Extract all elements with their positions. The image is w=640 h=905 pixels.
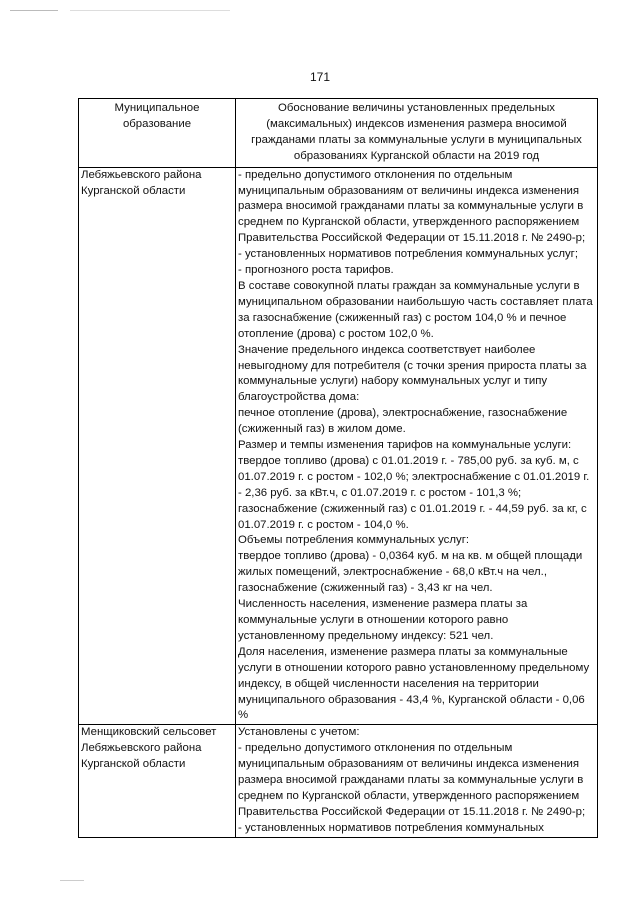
scan-artifact-line [10,10,58,11]
table-row [79,725,598,837]
paragraph: - предельно допустимого отклонения по отдельным муниципальным образованиям от величины индекса изменения размера вносимой гражданами платы за коммунальные услуги в среднем по Курганской области, утвержденного распоряжением Правительства Российской Федерации от 15.11.2018 г. № 2490-р; [238,168,586,245]
header-municipality: Муниципальное образование [79,99,236,168]
paragraph: - установленных нормативов потребления коммунальных [238,821,544,834]
paragraph: - предельно допустимого отклонения по отдельным муниципальным образованиям от величины индекса изменения размера вносимой гражданами платы за коммунальные услуги в среднем по Курганской области, утвержденного распоряжением Правительства Российской Федерации от 15.11.2018 г. № 2490-р; [238,742,586,818]
paragraph: печное отопление (дрова), электроснабжение, газоснабжение (сжиженный газ) в жилом доме. [238,407,568,436]
paragraph: Установлены с учетом: [238,726,360,739]
table-row [79,167,598,725]
scan-artifact-line [70,10,230,11]
paragraph: - прогнозного роста тарифов. [238,264,394,277]
municipality-cell: Лебяжьевского района Курганской области [79,167,236,725]
paragraph: Численность населения, изменение размера платы за коммунальные услуги в отношении которого равно установленному предельному индексу: 521 чел. [238,598,528,642]
paragraph: Размер и темпы изменения тарифов на коммунальные услуги: [238,439,572,452]
paragraph: Доля населения, изменение размера платы за коммунальные услуги в отношении которого равно установленному предельному индексу, в общей численности населения на территории муниципального образования - 43,4 %, Курганской области - 0,06 % [238,645,590,722]
paragraph: - установленных нормативов потребления коммунальных услуг; [238,248,578,261]
justification-cell [236,167,598,725]
paragraph: Значение предельного индекса соответствует наиболее невыгодному для потребителя (с точки зрения прироста платы за коммунальные услуги) набору коммунальных услуг и типу благоустройства дома: [238,343,587,404]
header-justification: Обоснование величины установленных предельных (максимальных) индексов изменения размера вносимой гражданами платы за коммунальные услуги в муниципальных образованиях Курганской области на 2019 год [236,99,598,168]
paragraph: твердое топливо (дрова) с 01.01.2019 г. - 785,00 руб. за куб. м, с 01.07.2019 г. с ростом - 102,0 %; электроснабжение с 01.01.2019 г. - 2,36 руб. за кВт.ч, с 01.07.2019 г. с ростом - 101,3 %; газоснабжение (сжиженный газ) с 01.01.2019 г. - 44,59 руб. за кг, с 01.07.2019 г. с ростом - 104,0 %. [238,454,590,531]
paragraph: В составе совокупной платы граждан за коммунальные услуги в муниципальном образовании наибольшую часть составляет плата за газоснабжение (сжиженный газ) с ростом 104,0 % и печное отопление (дрова) с ростом 102,0 %. [238,279,593,340]
paragraph: твердое топливо (дрова) - 0,0364 куб. м на кв. м общей площади жилых помещений, электроснабжение - 68,0 кВт.ч на чел., газоснабжение (сжиженный газ) - 3,43 кг на чел. [238,550,583,595]
table-header-row [79,99,598,168]
justification-table [78,98,598,838]
municipality-cell: Менщиковский сельсовет Лебяжьевского района Курганской области [79,725,236,837]
scan-artifact-line [60,880,84,881]
page-number: 171 [309,70,331,84]
justification-cell [236,725,598,837]
paragraph: Объемы потребления коммунальных услуг: [238,534,470,547]
